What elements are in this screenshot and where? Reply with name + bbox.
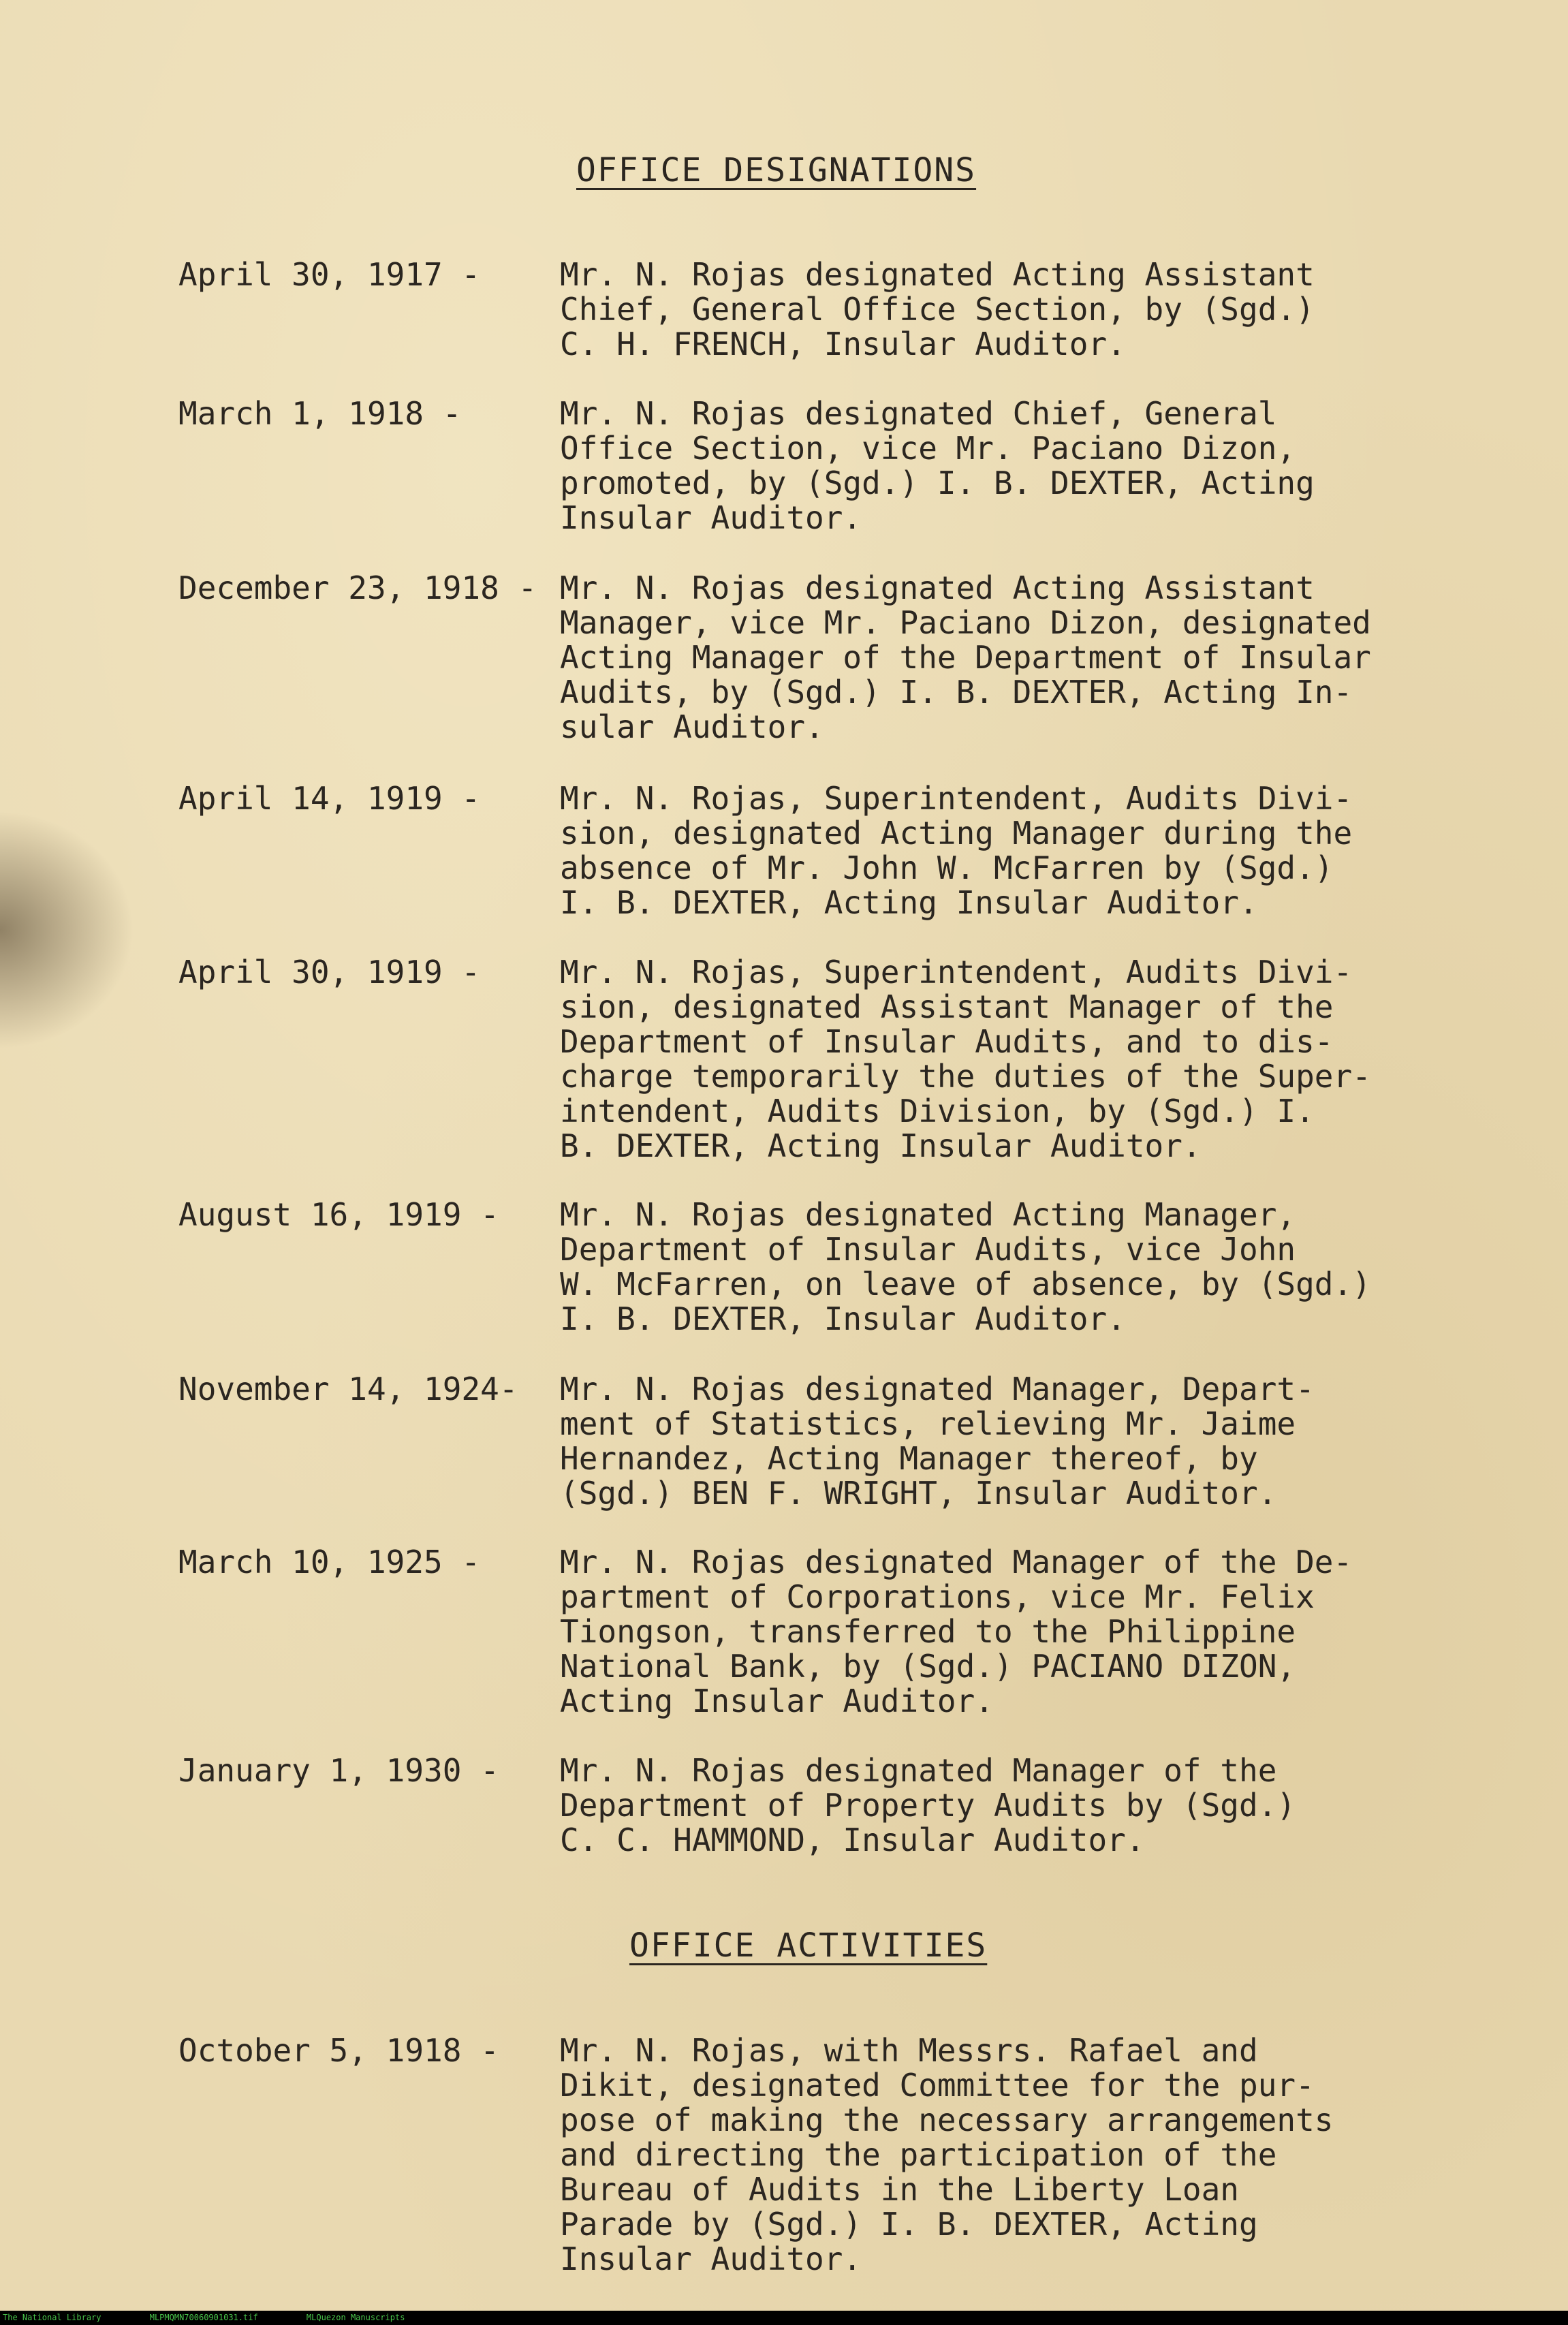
entry-date: August 16, 1919 - (178, 1196, 499, 1233)
entry-line: absence of Mr. John W. McFarren by (Sgd.) (560, 849, 1334, 886)
entry-line: Audits, by (Sgd.) I. B. DEXTER, Acting In- (560, 674, 1353, 711)
entry-text (560, 1753, 1514, 1858)
entry-line: Department of Insular Audits, vice John (560, 1231, 1296, 1268)
entry-line: Mr. N. Rojas, with Messrs. Rafael and (560, 2032, 1258, 2069)
entry-line: Bureau of Audits in the Liberty Loan (560, 2171, 1239, 2208)
entry-date: March 1, 1918 - (178, 395, 462, 432)
entry-text (560, 258, 1514, 362)
entry-line: Department of Property Audits by (Sgd.) (560, 1787, 1296, 1824)
entry-line: Mr. N. Rojas designated Chief, General (560, 395, 1277, 432)
entry-date: April 30, 1917 - (178, 256, 481, 293)
entry-date: October 5, 1918 - (178, 2032, 499, 2069)
entry-date: April 14, 1919 - (178, 780, 481, 817)
entry-line: Mr. N. Rojas designated Acting Assistant (560, 256, 1315, 293)
entry-text (560, 571, 1514, 745)
entry-line: Tiongson, transferred to the Philippine (560, 1613, 1296, 1650)
entry-text (560, 781, 1514, 920)
entry-line: Mr. N. Rojas designated Acting Manager, (560, 1196, 1296, 1233)
entry-line: Acting Manager of the Department of Insular (560, 639, 1371, 676)
entry-date: March 10, 1925 - (178, 1544, 481, 1580)
entry-line: intendent, Audits Division, by (Sgd.) I. (560, 1093, 1315, 1129)
entry-line: Chief, General Office Section, by (Sgd.) (560, 291, 1315, 328)
entry-line: Dikit, designated Committee for the pur- (560, 2067, 1315, 2104)
entry-line: C. H. FRENCH, Insular Auditor. (560, 326, 1126, 362)
entry-line: charge temporarily the duties of the Super- (560, 1058, 1371, 1095)
footer-source: The National Library (3, 2313, 101, 2322)
entry-line: partment of Corporations, vice Mr. Felix (560, 1578, 1315, 1615)
entry-line: Mr. N. Rojas, Superintendent, Audits Divi- (560, 780, 1353, 817)
entry-line: Acting Insular Auditor. (560, 1683, 994, 1719)
entry-line: Insular Auditor. (560, 499, 862, 536)
entry-line: Mr. N. Rojas designated Manager of the De- (560, 1544, 1353, 1580)
entry-date: November 14, 1924- (178, 1371, 518, 1407)
entry-line: Mr. N. Rojas designated Manager, Depart- (560, 1371, 1315, 1407)
entry-line: (Sgd.) BEN F. WRIGHT, Insular Auditor. (560, 1475, 1277, 1512)
entry-line: C. C. HAMMOND, Insular Auditor. (560, 1822, 1145, 1858)
entry-line: Mr. N. Rojas, Superintendent, Audits Divi- (560, 954, 1353, 990)
entry-line: Hernandez, Acting Manager thereof, by (560, 1440, 1258, 1477)
office-designations-heading: OFFICE DESIGNATIONS (576, 151, 977, 189)
footer-file: MLPMQMN70060901031.tif (149, 2313, 258, 2322)
entry-line: Parade by (Sgd.) I. B. DEXTER, Acting (560, 2206, 1258, 2243)
entry-line: I. B. DEXTER, Insular Auditor. (560, 1300, 1126, 1337)
entry-text (560, 1198, 1514, 1337)
archive-footer-bar (0, 2311, 1568, 2325)
entry-line: Office Section, vice Mr. Paciano Dizon, (560, 430, 1296, 467)
entry-text (560, 2033, 1514, 2277)
entry-line: sular Auditor. (560, 708, 824, 745)
footer-collection: MLQuezon Manuscripts (306, 2313, 405, 2322)
entry-line: sion, designated Assistant Manager of the (560, 988, 1334, 1025)
entry-line: B. DEXTER, Acting Insular Auditor. (560, 1127, 1202, 1164)
entry-line: Insular Auditor. (560, 2241, 862, 2277)
entry-line: I. B. DEXTER, Acting Insular Auditor. (560, 884, 1258, 921)
entry-line: sion, designated Acting Manager during the (560, 815, 1353, 852)
entry-text (560, 396, 1514, 535)
entry-date: April 30, 1919 - (178, 954, 481, 990)
entry-line: W. McFarren, on leave of absence, by (Sgd.) (560, 1266, 1371, 1302)
entry-line: Manager, vice Mr. Paciano Dizon, designated (560, 604, 1371, 641)
entry-line: and directing the participation of the (560, 2136, 1277, 2173)
entry-date: January 1, 1930 - (178, 1752, 499, 1789)
entry-text (560, 1545, 1514, 1719)
entry-text (560, 955, 1514, 1164)
entry-line: promoted, by (Sgd.) I. B. DEXTER, Acting (560, 465, 1315, 501)
entry-date: December 23, 1918 - (178, 569, 537, 606)
entry-line: Department of Insular Audits, and to dis- (560, 1023, 1334, 1060)
entry-line: National Bank, by (Sgd.) PACIANO DIZON, (560, 1648, 1296, 1685)
entry-line: Mr. N. Rojas designated Manager of the (560, 1752, 1277, 1789)
office-activities-heading: OFFICE ACTIVITIES (629, 1926, 988, 1965)
entry-line: ment of Statistics, relieving Mr. Jaime (560, 1405, 1296, 1442)
entry-line: pose of making the necessary arrangements (560, 2102, 1334, 2138)
entry-line: Mr. N. Rojas designated Acting Assistant (560, 569, 1315, 606)
entry-text (560, 1372, 1514, 1511)
